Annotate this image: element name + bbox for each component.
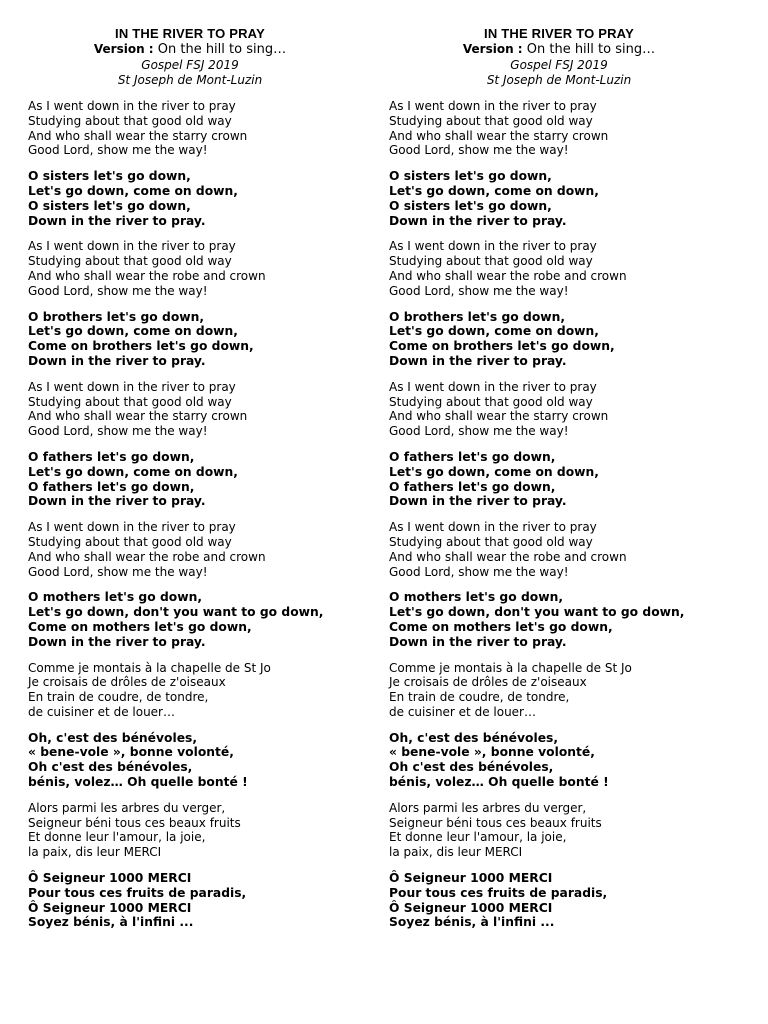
song-title: IN THE RIVER TO PRAY xyxy=(115,26,265,41)
lyric-line: Pour tous ces fruits de paradis, xyxy=(389,885,608,900)
lyric-line: O sisters let's go down, xyxy=(28,169,191,184)
subtitle-place: St Joseph de Mont-Luzin xyxy=(486,73,632,87)
lyric-line: Good Lord, show me the way! xyxy=(28,424,208,439)
lyric-line: Seigneur béni tous ces beaux fruits xyxy=(28,815,241,830)
lyric-line: O fathers let's go down, xyxy=(389,449,556,464)
verse-stanza xyxy=(28,99,368,158)
lyric-line: Down in the river to pray. xyxy=(389,353,567,368)
chorus-stanza xyxy=(389,310,729,369)
lyric-line: Et donne leur l'amour, la joie, xyxy=(28,830,206,845)
song-title: IN THE RIVER TO PRAY xyxy=(484,26,634,41)
lyric-line: Alors parmi les arbres du verger, xyxy=(389,800,587,815)
lyric-line: As I went down in the river to pray xyxy=(28,379,236,394)
lyric-line: Studying about that good old way xyxy=(389,534,593,549)
lyric-line: And who shall wear the starry crown xyxy=(389,128,609,143)
lyric-line: de cuisiner et de louer… xyxy=(28,704,175,719)
lyric-line: Down in the river to pray. xyxy=(389,494,567,509)
lyric-line: O sisters let's go down, xyxy=(389,169,552,184)
chorus-stanza xyxy=(28,169,368,228)
lyric-line: Je croisais de drôles de z'oiseaux xyxy=(389,675,587,690)
lyric-line: Comme je montais à la chapelle de St Jo xyxy=(28,660,271,675)
lyric-line: Let's go down, come on down, xyxy=(28,324,238,339)
lyric-line: And who shall wear the starry crown xyxy=(28,409,248,424)
chorus-stanza xyxy=(28,310,368,369)
lyric-line: Good Lord, show me the way! xyxy=(28,564,208,579)
lyric-line: Down in the river to pray. xyxy=(389,213,567,228)
lyric-line: As I went down in the river to pray xyxy=(28,99,236,113)
verse-stanza xyxy=(28,380,368,439)
lyric-line: As I went down in the river to pray xyxy=(28,239,236,254)
lyric-line: As I went down in the river to pray xyxy=(389,99,597,113)
lyric-line: Soyez bénis, à l'infini ... xyxy=(28,915,194,930)
lyric-line: Come on mothers let's go down, xyxy=(28,619,252,634)
verse-stanza xyxy=(389,801,729,860)
chorus-stanza xyxy=(28,731,368,790)
lyrics-column-left xyxy=(28,26,368,930)
lyric-line: Oh c'est des bénévoles, xyxy=(389,760,554,775)
lyric-line: O mothers let's go down, xyxy=(28,590,202,605)
lyric-line: Let's go down, come on down, xyxy=(389,324,599,339)
lyric-line: O sisters let's go down, xyxy=(28,198,191,213)
lyric-line: As I went down in the river to pray xyxy=(389,520,597,535)
verse-stanza xyxy=(28,239,368,298)
lyric-line: Comme je montais à la chapelle de St Jo xyxy=(389,660,632,675)
lyric-line: Oh, c'est des bénévoles, xyxy=(28,730,198,745)
lyric-line: Good Lord, show me the way! xyxy=(28,283,208,298)
lyric-line: « bene-vole », bonne volonté, xyxy=(389,745,595,760)
lyric-line: O brothers let's go down, xyxy=(28,309,205,324)
lyric-line: Let's go down, come on down, xyxy=(389,183,599,198)
lyric-line: Oh c'est des bénévoles, xyxy=(28,760,193,775)
lyric-line: la paix, dis leur MERCI xyxy=(389,845,523,860)
lyric-line: bénis, volez… Oh quelle bonté ! xyxy=(389,775,609,790)
header xyxy=(404,26,714,88)
chorus-stanza xyxy=(389,871,729,930)
chorus-stanza xyxy=(389,450,729,509)
lyric-line: O fathers let's go down, xyxy=(28,449,195,464)
version-line xyxy=(35,41,345,58)
lyric-line: Je croisais de drôles de z'oiseaux xyxy=(28,675,226,690)
lyrics-column-right xyxy=(389,26,729,930)
verse-stanza xyxy=(389,661,729,720)
lyric-line: O brothers let's go down, xyxy=(389,309,566,324)
lyric-line: la paix, dis leur MERCI xyxy=(28,845,162,860)
version-label: Version : xyxy=(93,42,154,56)
chorus-stanza xyxy=(28,871,368,930)
lyric-line: Studying about that good old way xyxy=(28,534,232,549)
lyric-line: Studying about that good old way xyxy=(389,254,593,269)
chorus-stanza xyxy=(389,169,729,228)
lyric-line: Studying about that good old way xyxy=(389,394,593,409)
subtitle-event: Gospel FSJ 2019 xyxy=(141,58,239,72)
lyric-line: Let's go down, come on down, xyxy=(389,464,599,479)
lyric-line: And who shall wear the robe and crown xyxy=(28,549,266,564)
lyric-line: Oh, c'est des bénévoles, xyxy=(389,730,559,745)
lyric-line: Soyez bénis, à l'infini ... xyxy=(389,915,555,930)
version-text: On the hill to sing… xyxy=(157,42,287,57)
lyric-line: As I went down in the river to pray xyxy=(389,379,597,394)
lyric-line: Studying about that good old way xyxy=(389,113,593,128)
lyric-line: Ô Seigneur 1000 MERCI xyxy=(389,900,553,915)
lyric-line: Ô Seigneur 1000 MERCI xyxy=(28,871,192,886)
lyric-line: And who shall wear the robe and crown xyxy=(389,549,627,564)
verse-stanza xyxy=(389,380,729,439)
version-label: Version : xyxy=(462,42,523,56)
lyric-line: O mothers let's go down, xyxy=(389,590,563,605)
lyric-line: Come on brothers let's go down, xyxy=(389,339,615,354)
lyric-line: En train de coudre, de tondre, xyxy=(389,690,570,705)
lyric-line: And who shall wear the robe and crown xyxy=(389,268,627,283)
version-text: On the hill to sing… xyxy=(526,42,656,57)
lyric-line: Studying about that good old way xyxy=(28,254,232,269)
lyric-line: Pour tous ces fruits de paradis, xyxy=(28,885,247,900)
lyric-line: Down in the river to pray. xyxy=(389,634,567,649)
lyric-line: Good Lord, show me the way! xyxy=(389,143,569,158)
lyric-line: Come on brothers let's go down, xyxy=(28,339,254,354)
chorus-stanza xyxy=(28,450,368,509)
verse-stanza xyxy=(389,239,729,298)
lyric-line: Let's go down, don't you want to go down, xyxy=(389,605,685,620)
lyric-line: Good Lord, show me the way! xyxy=(28,143,208,158)
lyric-line: Good Lord, show me the way! xyxy=(389,424,569,439)
verse-stanza xyxy=(28,520,368,579)
lyric-line: Down in the river to pray. xyxy=(28,213,206,228)
chorus-stanza xyxy=(389,731,729,790)
version-line xyxy=(404,41,714,58)
lyric-line: And who shall wear the starry crown xyxy=(389,409,609,424)
lyric-line: En train de coudre, de tondre, xyxy=(28,690,209,705)
chorus-stanza xyxy=(28,590,368,649)
lyric-line: As I went down in the river to pray xyxy=(28,520,236,535)
lyric-line: As I went down in the river to pray xyxy=(389,239,597,254)
lyric-line: Studying about that good old way xyxy=(28,394,232,409)
stanza-list xyxy=(389,99,729,930)
lyric-line: « bene-vole », bonne volonté, xyxy=(28,745,234,760)
lyric-line: de cuisiner et de louer… xyxy=(389,704,536,719)
verse-stanza xyxy=(389,520,729,579)
lyric-line: Ô Seigneur 1000 MERCI xyxy=(389,871,553,886)
lyric-line: Et donne leur l'amour, la joie, xyxy=(389,830,567,845)
chorus-stanza xyxy=(389,590,729,649)
lyric-line: Come on mothers let's go down, xyxy=(389,619,613,634)
lyric-line: Down in the river to pray. xyxy=(28,634,206,649)
lyric-line: Down in the river to pray. xyxy=(28,353,206,368)
lyric-line: O fathers let's go down, xyxy=(28,479,195,494)
lyric-line: Studying about that good old way xyxy=(28,113,232,128)
verse-stanza xyxy=(28,801,368,860)
verse-stanza xyxy=(389,99,729,158)
lyric-line: Let's go down, come on down, xyxy=(28,183,238,198)
lyric-line: O fathers let's go down, xyxy=(389,479,556,494)
subtitle-event: Gospel FSJ 2019 xyxy=(510,58,608,72)
lyric-line: And who shall wear the starry crown xyxy=(28,128,248,143)
lyric-line: O sisters let's go down, xyxy=(389,198,552,213)
stanza-list xyxy=(28,99,368,930)
subtitle-place: St Joseph de Mont-Luzin xyxy=(117,73,263,87)
lyric-line: Let's go down, don't you want to go down, xyxy=(28,605,324,620)
lyric-line: Good Lord, show me the way! xyxy=(389,283,569,298)
lyric-line: Seigneur béni tous ces beaux fruits xyxy=(389,815,602,830)
lyric-line: Ô Seigneur 1000 MERCI xyxy=(28,900,192,915)
lyric-line: And who shall wear the robe and crown xyxy=(28,268,266,283)
lyric-line: Down in the river to pray. xyxy=(28,494,206,509)
lyric-line: Alors parmi les arbres du verger, xyxy=(28,800,226,815)
header xyxy=(35,26,345,88)
lyric-line: bénis, volez… Oh quelle bonté ! xyxy=(28,775,248,790)
verse-stanza xyxy=(28,661,368,720)
lyric-line: Good Lord, show me the way! xyxy=(389,564,569,579)
lyric-line: Let's go down, come on down, xyxy=(28,464,238,479)
